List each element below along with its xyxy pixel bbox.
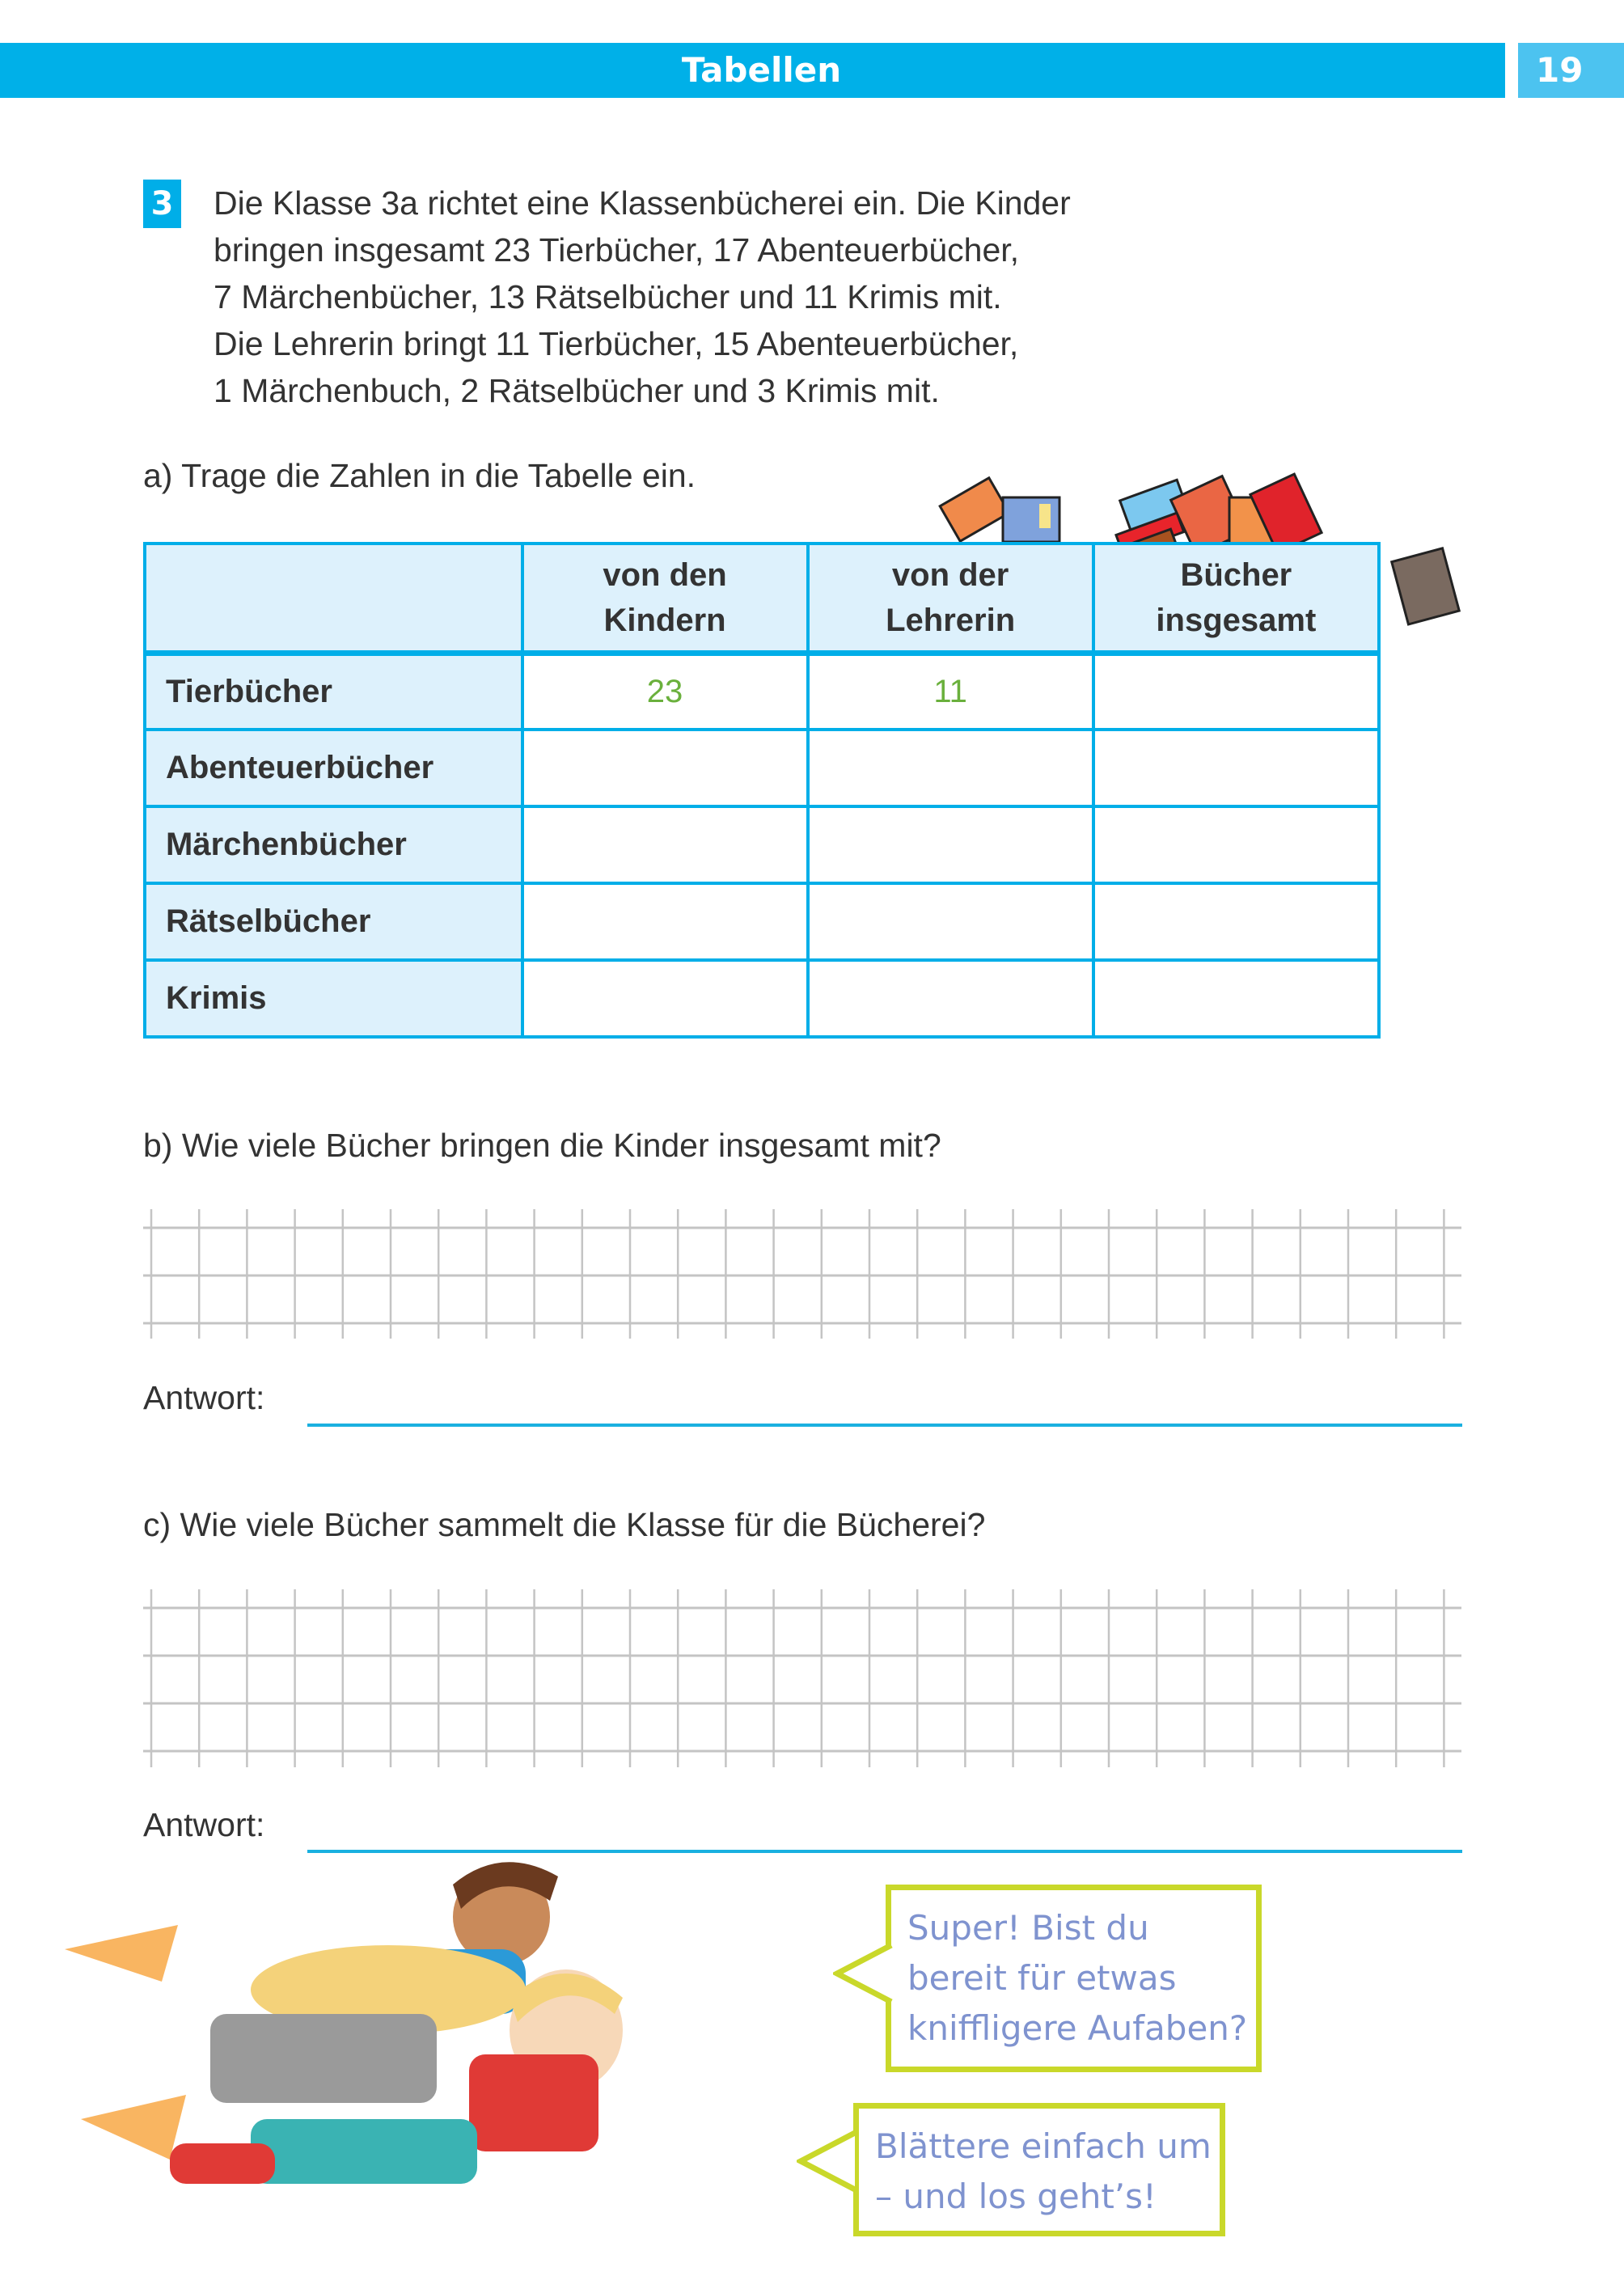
cell-kinder[interactable] — [522, 960, 808, 1037]
cell-lehrerin[interactable] — [808, 960, 1093, 1037]
table-row — [145, 960, 1379, 1037]
column-header-insgesamt: Bücher insgesamt — [1093, 544, 1379, 653]
cell-kinder[interactable] — [522, 883, 808, 960]
calculation-grid-c[interactable] — [143, 1589, 1461, 1767]
task-number-badge: 3 — [143, 180, 181, 228]
table-corner-cell — [145, 544, 522, 653]
table-header-row — [145, 544, 1379, 653]
table-row — [145, 730, 1379, 806]
row-label-raetselbuecher: Rätselbücher — [145, 883, 522, 960]
part-c-prompt: c) Wie viele Bücher sammelt die Klasse für die Bücherei? — [143, 1506, 986, 1543]
part-b-prompt: b) Wie viele Bücher bringen die Kinder insgesamt mit? — [143, 1127, 941, 1164]
cell-insgesamt[interactable] — [1093, 806, 1379, 883]
part-a-prompt: a) Trage die Zahlen in die Tabelle ein. — [143, 457, 696, 494]
table-row — [145, 653, 1379, 730]
calculation-grid-b[interactable] — [143, 1209, 1461, 1339]
cell-insgesamt[interactable] — [1093, 730, 1379, 806]
task-line: 1 Märchenbuch, 2 Rätselbücher und 3 Krimis mit. — [214, 372, 940, 409]
cell-insgesamt[interactable] — [1093, 960, 1379, 1037]
page-number: 19 — [1536, 50, 1584, 90]
speech-bubble-2: Blättere einfach um – und los geht’s! — [853, 2103, 1225, 2236]
task-line: 7 Märchenbücher, 13 Rätselbücher und 11 Krimis mit. — [214, 278, 1002, 315]
flying-kids-illustration — [49, 1852, 857, 2289]
answer-label-b: Antwort: — [143, 1379, 265, 1416]
task-line: bringen insgesamt 23 Tierbücher, 17 Abenteuerbücher, — [214, 231, 1020, 269]
chapter-header-bar — [0, 43, 1523, 98]
cell-kinder[interactable] — [522, 730, 808, 806]
task-line: Die Lehrerin bringt 11 Tierbücher, 15 Abenteuerbücher, — [214, 325, 1019, 362]
speech-bubble-1-tail — [833, 1941, 894, 2006]
cell-insgesamt[interactable] — [1093, 883, 1379, 960]
cell-lehrerin[interactable] — [808, 806, 1093, 883]
cell-lehrerin[interactable]: 11 — [808, 653, 1093, 730]
cell-insgesamt[interactable] — [1093, 653, 1379, 730]
table-row — [145, 883, 1379, 960]
column-header-lehrerin: von der Lehrerin — [808, 544, 1093, 653]
task-description — [214, 180, 1346, 414]
row-label-maerchenbuecher: Märchenbücher — [145, 806, 522, 883]
speech-bubble-2-tail — [797, 2129, 857, 2194]
cell-kinder[interactable] — [522, 806, 808, 883]
column-header-kinder: von den Kindern — [522, 544, 808, 653]
answer-label-c: Antwort: — [143, 1806, 265, 1843]
cell-kinder[interactable]: 23 — [522, 653, 808, 730]
row-label-krimis: Krimis — [145, 960, 522, 1037]
books-table — [143, 542, 1381, 1039]
answer-input-b[interactable] — [307, 1424, 1462, 1427]
row-label-tierbuecher: Tierbücher — [145, 653, 522, 730]
cell-lehrerin[interactable] — [808, 883, 1093, 960]
table-row — [145, 806, 1379, 883]
page-number-box — [1505, 43, 1624, 98]
speech-bubble-1: Super! Bist du bereit für etwas kniffligere Aufaben? — [886, 1885, 1262, 2072]
chapter-title: Tabellen — [681, 50, 842, 90]
row-label-abenteuerbuecher: Abenteuerbücher — [145, 730, 522, 806]
task-line: Die Klasse 3a richtet eine Klassenbücherei ein. Die Kinder — [214, 184, 1071, 222]
cell-lehrerin[interactable] — [808, 730, 1093, 806]
